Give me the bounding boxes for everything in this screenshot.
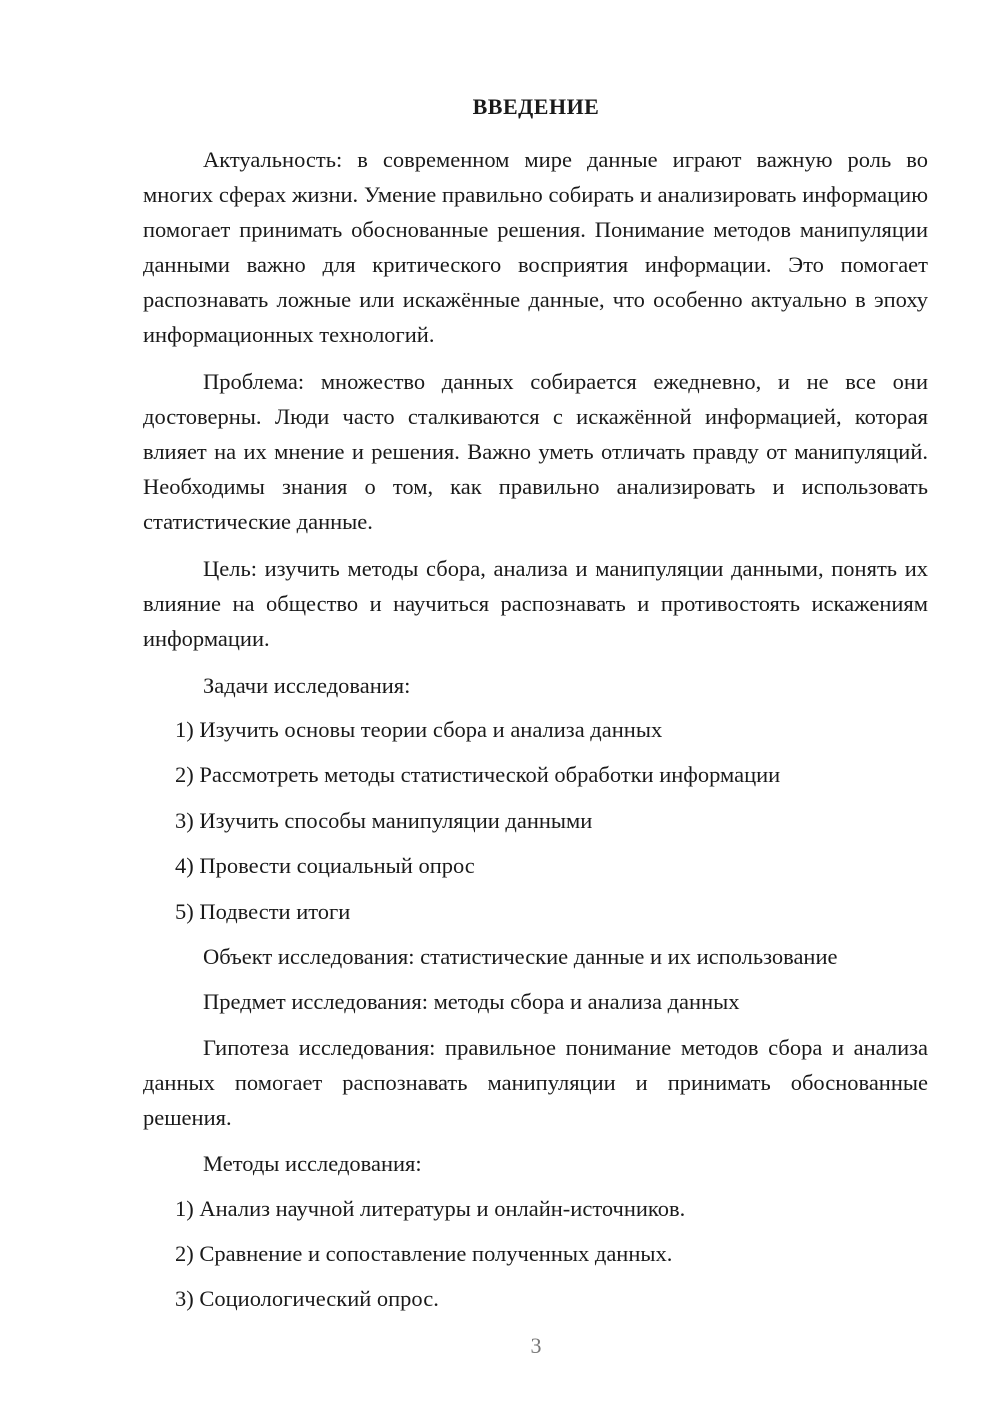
goal-paragraph: Цель: изучить методы сбора, анализа и манипуляции данными, понять их влияние на общество и научиться распознавать и противостоять искажениям информации. <box>143 556 928 651</box>
problem-paragraph: Проблема: множество данных собирается ежедневно, и не все они достоверны. Люди часто сталкиваются с искажённой информацией, которая влияет на их мнение и решения. Важно уметь отличать правду от манипуляций. Необходимы знания о том, как правильно анализировать и использовать статистические данные. <box>143 369 928 534</box>
method-item: 2) Сравнение и сопоставление полученных данных. <box>175 1241 673 1266</box>
task-item: 5) Подвести итоги <box>175 899 351 924</box>
page-number: 3 <box>530 1333 542 1358</box>
task-item: 2) Рассмотреть методы статистической обработки информации <box>175 762 781 787</box>
method-item: 1) Анализ научной литературы и онлайн-источников. <box>175 1196 686 1221</box>
research-object: Объект исследования: статистические данные и их использование <box>203 944 838 969</box>
relevance-paragraph: Актуальность: в современном мире данные играют важную роль во многих сферах жизни. Умение правильно собирать и анализировать информацию помогает принимать обоснованные решения. Понимание методов манипуляции данными важно для критического восприятия информации. Это помогает распознавать ложные или искажённые данные, что особенно актуально в эпоху информационных технологий. <box>143 147 928 347</box>
page-title: ВВЕДЕНИЕ <box>472 94 600 119</box>
hypothesis-paragraph: Гипотеза исследования: правильное понимание методов сбора и анализа данных помогает распознавать манипуляции и принимать обоснованные решения. <box>143 1035 928 1130</box>
method-item: 3) Социологический опрос. <box>175 1286 439 1311</box>
task-item: 4) Провести социальный опрос <box>175 853 475 878</box>
task-item: 1) Изучить основы теории сбора и анализа данных <box>175 717 663 742</box>
tasks-heading: Задачи исследования: <box>203 673 411 698</box>
methods-heading: Методы исследования: <box>203 1151 422 1176</box>
research-subject: Предмет исследования: методы сбора и анализа данных <box>203 989 740 1014</box>
task-item: 3) Изучить способы манипуляции данными <box>175 808 593 833</box>
